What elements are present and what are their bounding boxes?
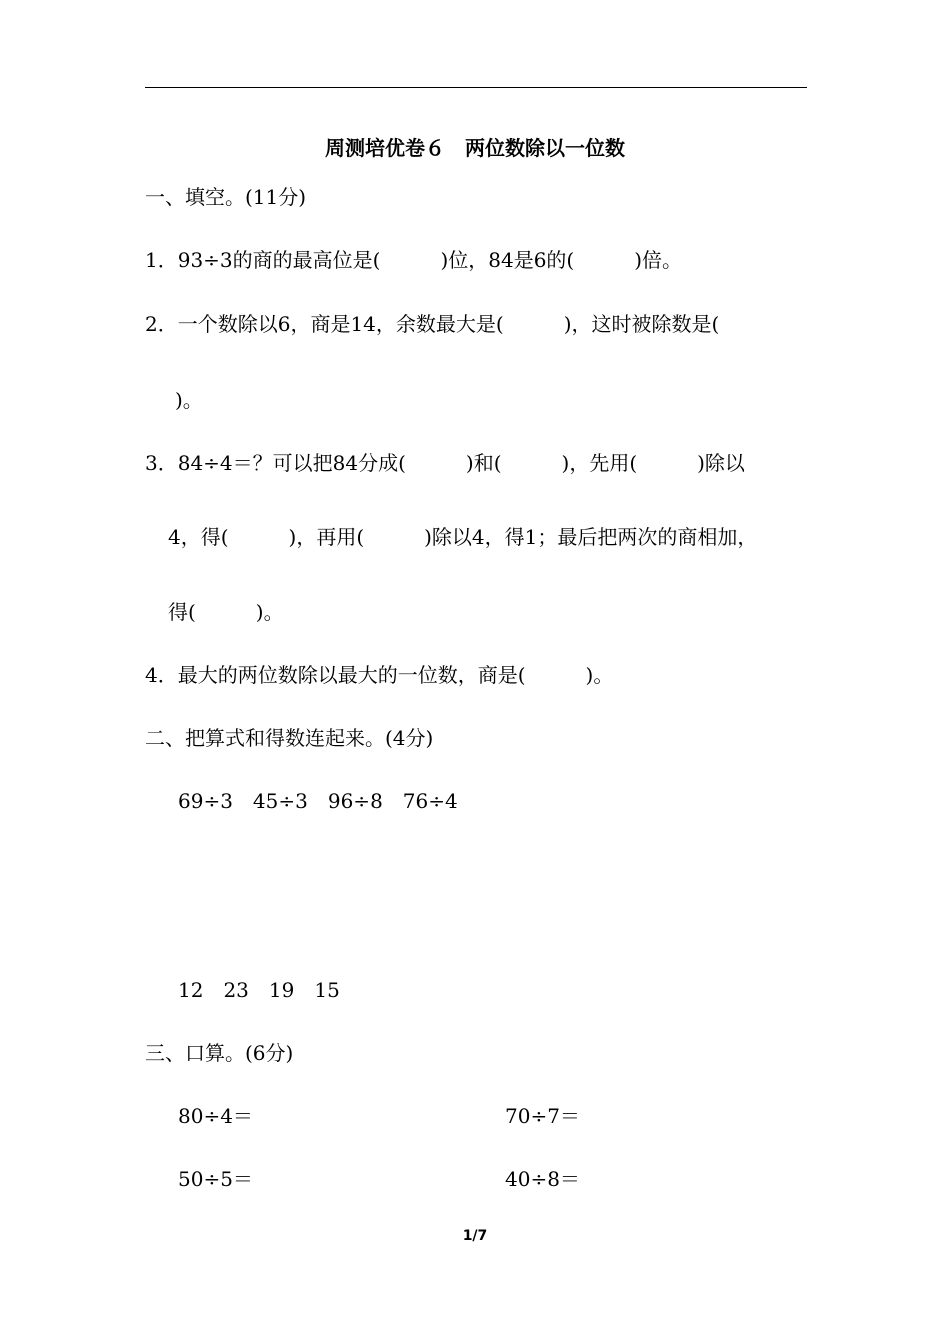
page-number: 1/7: [462, 1228, 488, 1244]
section1-heading: 一、填空。(11分): [145, 185, 307, 209]
section2-heading: 二、把算式和得数连起来。(4分): [145, 726, 434, 750]
oral-calc-item: 50÷5＝: [178, 1167, 253, 1191]
question-3-line-2: 4，得( )，再用( )除以4，得1；最后把两次的商相加，: [168, 525, 758, 549]
question-2-line-2: )。: [175, 388, 203, 412]
page-title: 周测培优卷６ 两位数除以一位数: [325, 136, 625, 160]
question-3-line-1: 3．84÷4＝？可以把84分成( )和( )，先用( )除以: [145, 451, 745, 475]
matching-results: 12 23 19 15: [178, 978, 340, 1002]
question-4: 4．最大的两位数除以最大的一位数，商是( )。: [145, 663, 614, 687]
oral-calc-item: 80÷4＝: [178, 1104, 253, 1128]
question-2-line-1: 2．一个数除以6，商是14，余数最大是( )，这时被除数是(: [145, 312, 720, 336]
oral-calc-item: 40÷8＝: [505, 1167, 580, 1191]
oral-calc-item: 70÷7＝: [505, 1104, 580, 1128]
matching-expressions: 69÷3 45÷3 96÷8 76÷4: [178, 789, 458, 813]
question-3-line-3: 得( )。: [168, 600, 284, 624]
header-rule: [145, 87, 807, 88]
question-1: 1．93÷3的商的最高位是( )位，84是6的( )倍。: [145, 248, 683, 272]
section3-heading: 三、口算。(6分): [145, 1041, 294, 1065]
